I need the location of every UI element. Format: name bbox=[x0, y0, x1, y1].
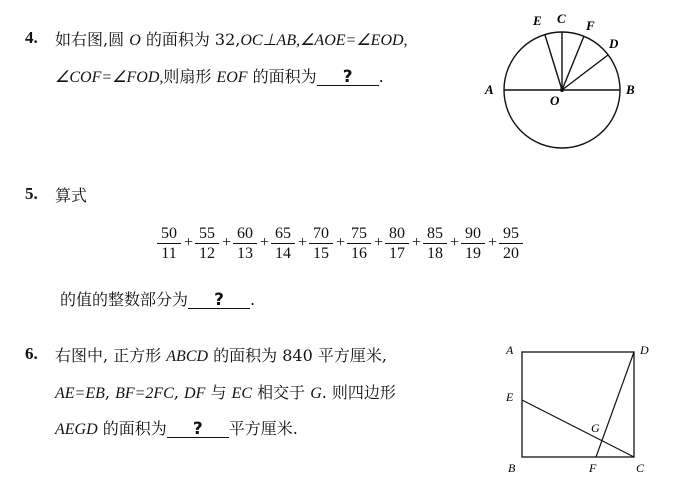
q4-text-1o: O bbox=[129, 32, 141, 49]
fraction-numerator: 50 bbox=[157, 224, 181, 244]
question-5-line-2 bbox=[60, 287, 255, 310]
q6-text-2f: 与 bbox=[205, 383, 232, 402]
q4-end: . bbox=[378, 67, 384, 86]
label-E: E bbox=[533, 13, 542, 28]
plus-sign: + bbox=[450, 234, 460, 251]
fraction-denominator: 16 bbox=[351, 245, 367, 262]
q6-text-2j: . 则四边形 bbox=[321, 383, 396, 402]
fraction-numerator: 70 bbox=[309, 224, 333, 244]
center-point-O bbox=[560, 88, 564, 92]
plus-sign: + bbox=[222, 234, 232, 251]
fraction-denominator: 20 bbox=[503, 245, 519, 262]
q4-text-1c: OC⊥AB,∠AOE=∠EOD, bbox=[240, 32, 408, 49]
plus-sign: + bbox=[374, 234, 384, 251]
q6-text-2g: EC bbox=[231, 385, 252, 402]
circle-figure bbox=[478, 8, 638, 158]
question-5-title: 算式 bbox=[55, 186, 88, 205]
plus-sign: + bbox=[412, 234, 422, 251]
fraction-term bbox=[423, 224, 447, 264]
fraction-term bbox=[195, 224, 219, 264]
label-D6: D bbox=[640, 343, 649, 357]
label-C6: C bbox=[636, 461, 645, 475]
fraction-numerator: 60 bbox=[233, 224, 257, 244]
q6-text-2d: , bbox=[173, 383, 185, 402]
label-B6: B bbox=[508, 461, 516, 475]
fraction-term bbox=[385, 224, 409, 264]
label-A6: A bbox=[506, 343, 514, 357]
label-D: D bbox=[609, 36, 619, 51]
fraction-term bbox=[157, 224, 181, 264]
square-figure bbox=[500, 338, 660, 478]
question-4-line-1 bbox=[55, 27, 408, 50]
q5-text: 的值的整数部分为 bbox=[60, 290, 189, 309]
fraction-denominator: 17 bbox=[389, 245, 405, 262]
fraction-term bbox=[309, 224, 333, 264]
q6-text-2e: DF bbox=[184, 385, 206, 402]
fraction-denominator: 14 bbox=[275, 245, 291, 262]
q4-text-2b: 则扇形 bbox=[163, 67, 217, 86]
fraction-denominator: 19 bbox=[465, 245, 481, 262]
q6-answer-blank[interactable]: ? bbox=[167, 421, 229, 438]
q4-text-1a: 如右图,圆 bbox=[55, 30, 130, 49]
q6-text-2a: AE=EB bbox=[55, 385, 105, 402]
fraction-denominator: 12 bbox=[199, 245, 215, 262]
q6-text-3b: 的面积为 bbox=[97, 419, 167, 438]
fraction-numerator: 95 bbox=[499, 224, 523, 244]
q6-text-2b: , bbox=[104, 383, 116, 402]
label-F6: F bbox=[589, 461, 597, 475]
q6-text-2i: G bbox=[310, 385, 322, 402]
fraction-denominator: 15 bbox=[313, 245, 329, 262]
square-ABCD bbox=[522, 352, 634, 457]
fraction-numerator: 55 bbox=[195, 224, 219, 244]
fraction-term bbox=[233, 224, 257, 264]
plus-sign: + bbox=[336, 234, 346, 251]
plus-sign: + bbox=[298, 234, 308, 251]
question-5-number: 5. bbox=[25, 184, 38, 203]
label-F: F bbox=[586, 18, 595, 33]
plus-sign: + bbox=[260, 234, 270, 251]
segment-EC bbox=[522, 400, 634, 457]
question-4-number: 4. bbox=[25, 28, 38, 47]
q5-answer-blank[interactable]: ? bbox=[188, 292, 250, 309]
label-G6: G bbox=[591, 421, 600, 435]
question-6-line-1 bbox=[55, 343, 387, 366]
fraction-numerator: 75 bbox=[347, 224, 371, 244]
q4-text-2a: ∠COF=∠FOD, bbox=[55, 69, 164, 86]
q4-text-1b: 的面积为 32, bbox=[140, 30, 241, 49]
q6-text-3a: AEGD bbox=[55, 421, 98, 438]
fraction-denominator: 18 bbox=[427, 245, 443, 262]
fraction-term bbox=[347, 224, 371, 264]
q6-text-2c: BF=2FC bbox=[115, 385, 174, 402]
q6-text-1a: 右图中, 正方形 bbox=[55, 346, 167, 365]
question-6-line-3 bbox=[55, 416, 298, 439]
fraction-numerator: 90 bbox=[461, 224, 485, 244]
radius-OE bbox=[545, 35, 562, 90]
fraction-term bbox=[271, 224, 295, 264]
fraction-numerator: 85 bbox=[423, 224, 447, 244]
fraction-term bbox=[461, 224, 485, 264]
q5-end: . bbox=[250, 290, 256, 309]
fraction-numerator: 65 bbox=[271, 224, 295, 244]
q4-answer-blank[interactable]: ? bbox=[317, 69, 379, 86]
question-4-line-2 bbox=[55, 64, 384, 87]
plus-sign: + bbox=[184, 234, 194, 251]
label-B: B bbox=[626, 82, 635, 97]
question-6-line-2 bbox=[55, 380, 396, 403]
label-O: O bbox=[550, 93, 560, 108]
fraction-term bbox=[499, 224, 523, 264]
segment-DF bbox=[596, 352, 634, 457]
label-A: A bbox=[485, 82, 494, 97]
label-C: C bbox=[557, 11, 566, 26]
q4-text-2c: EOF bbox=[216, 69, 248, 86]
label-E6: E bbox=[506, 390, 514, 404]
question-6-number: 6. bbox=[25, 344, 38, 363]
fraction-denominator: 13 bbox=[237, 245, 253, 262]
fraction-numerator: 80 bbox=[385, 224, 409, 244]
plus-sign: + bbox=[488, 234, 498, 251]
q6-text-3c: 平方厘米. bbox=[228, 419, 298, 438]
fraction-denominator: 11 bbox=[161, 245, 177, 262]
q6-text-2h: 相交于 bbox=[252, 383, 311, 402]
q4-text-2d: 的面积为 bbox=[247, 67, 317, 86]
q6-text-1c: 的面积为 840 平方厘米, bbox=[208, 346, 387, 365]
q6-text-1b: ABCD bbox=[166, 348, 209, 365]
